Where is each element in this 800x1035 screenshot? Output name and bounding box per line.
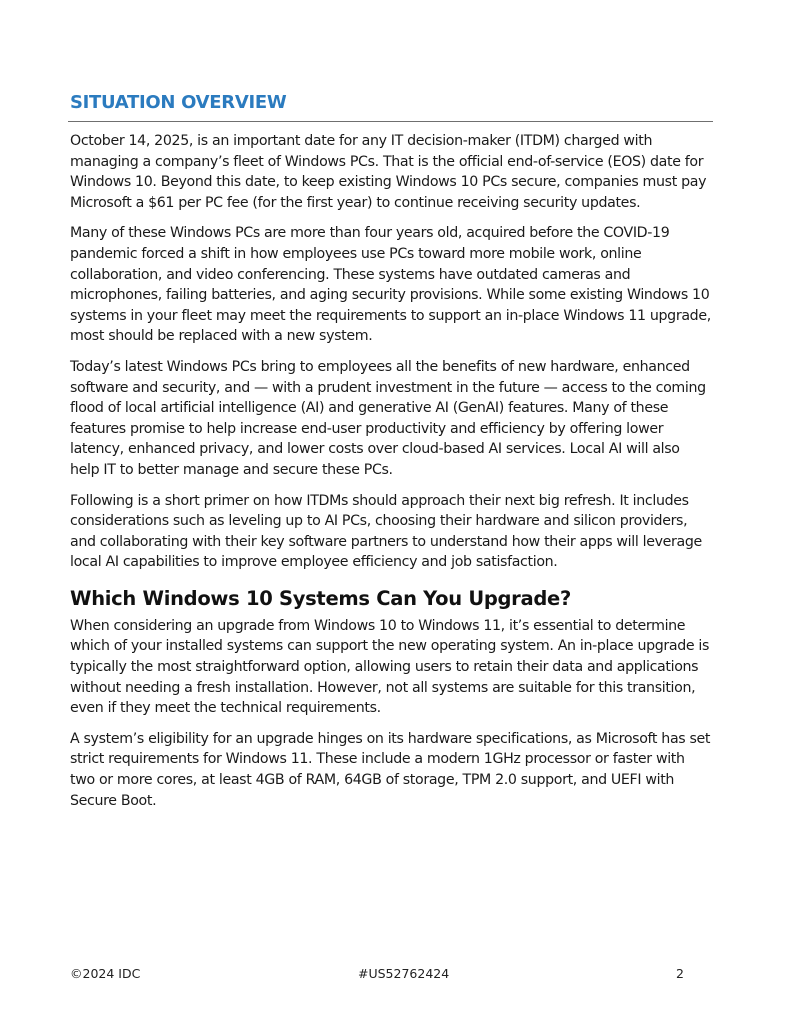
page-footer xyxy=(70,966,684,986)
footer-doc-id: #US52762424 xyxy=(358,966,450,981)
section-paragraph-4: Following is a short primer on how ITDMs should approach their next big refresh. It includes considerations such as leveling up to AI PCs, choosing their hardware and silicon providers, and collaborating with their key software partners to understand how their apps will leverage local AI capabilities to improve employee efficiency and job satisfaction. xyxy=(70,492,702,571)
subsection-paragraph-1: When considering an upgrade from Windows 10 to Windows 11, it’s essential to determine which of your installed systems can support the new operating system. An in-place upgrade is typically the most straightforward option, allowing users to retain their data and applications without needing a fresh installation. However, not all systems are suitable for this transition, even if they meet the technical requirements. xyxy=(70,617,710,717)
section-paragraph-2: Many of these Windows PCs are more than four years old, acquired before the COVID-19 pandemic forced a shift in how employees use PCs toward more mobile work, online collaboration, and video conferencing. These systems have outdated cameras and microphones, failing batteries, and aging security provisions. While some existing Windows 10 systems in your fleet may meet the requirements to support an in-place Windows 11 upgrade, most should be replaced with a new system. xyxy=(70,225,711,345)
section-paragraph-3: Today’s latest Windows PCs bring to employees all the benefits of new hardware, enhanced software and security, and — with a prudent investment in the future — access to the coming flood of local artificial intelligence (AI) and generative AI (GenAI) features. Many of these features promise to help increase end-user productivity and efficiency by offering lower latency, enhanced privacy, and lower costs over cloud-based AI services. Local AI will also help IT to better manage and secure these PCs. xyxy=(70,358,706,478)
subsection-paragraph-2: A system’s eligibility for an upgrade hinges on its hardware specifications, as Microsoft has set strict requirements for Windows 11. These include a modern 1GHz processor or faster with two or more cores, at least 4GB of RAM, 64GB of storage, TPM 2.0 support, and UEFI with Secure Boot. xyxy=(70,730,711,809)
document-page xyxy=(70,92,713,821)
section-title: SITUATION OVERVIEW xyxy=(70,92,287,113)
footer-copyright: ©2024 IDC xyxy=(70,966,141,981)
section-paragraph-1: October 14, 2025, is an important date for any IT decision-maker (ITDM) charged with managing a company’s fleet of Windows PCs. That is the official end-of-service (EOS) date for Windows 10. Beyond this date, to keep existing Windows 10 PCs secure, companies must pay Microsoft a $61 per PC fee (for the first year) to continue receiving security updates. xyxy=(70,133,707,211)
section-divider xyxy=(68,121,713,122)
footer-page-number: 2 xyxy=(676,966,684,981)
subsection-title: Which Windows 10 Systems Can You Upgrade? xyxy=(70,586,571,610)
